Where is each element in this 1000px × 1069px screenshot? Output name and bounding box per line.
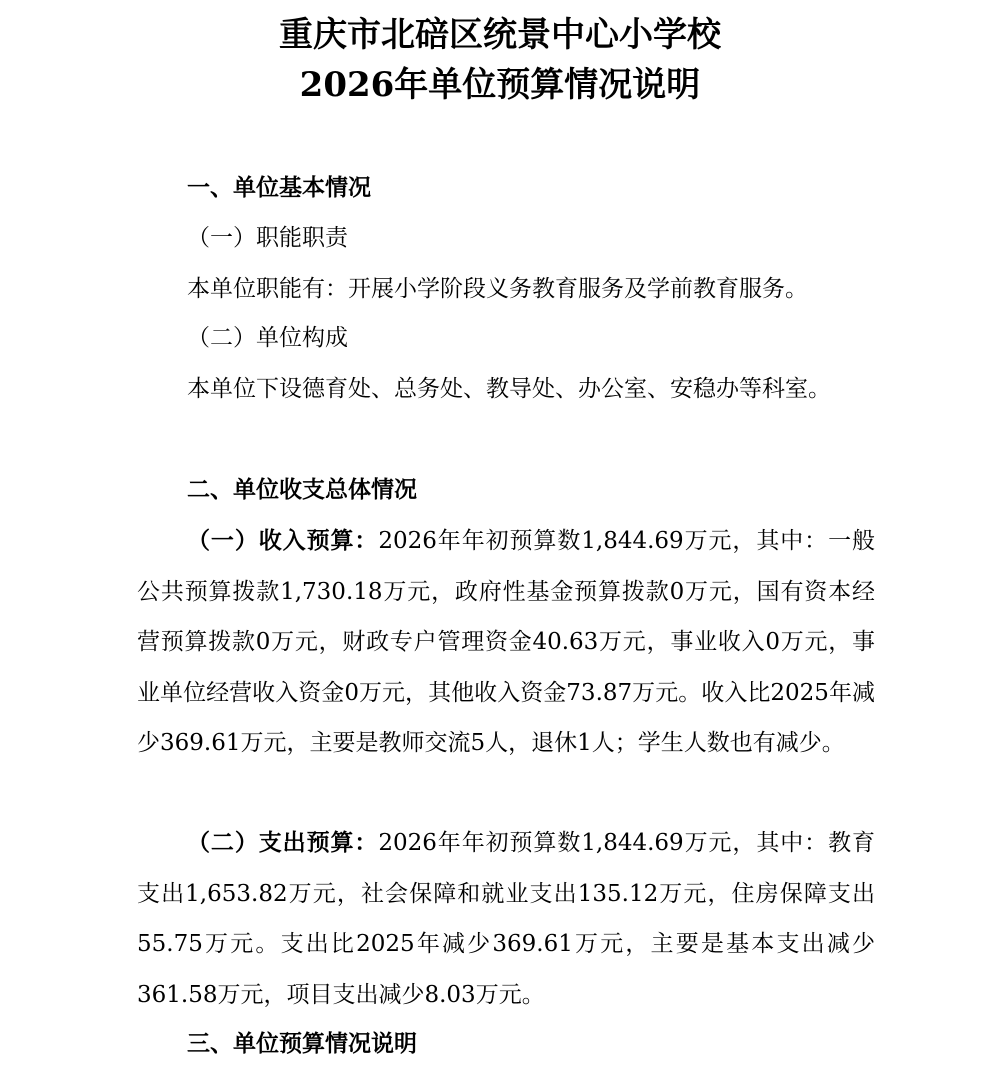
income-text: 2026年年初预算数1,844.69万元，其中：一般公共预算拨款1,730.18万元，政府性基金预算拨款0万元，国有资本经营预算拨款0万元，财政专户管理资金40.63万元，事业收入0万元，事业单位经营收入资金0万元，其他收入资金73.87万元。收入比2025年减少369.61万元，主要是教师交流5人，退休1人；学生人数也有减少。 <box>137 528 875 756</box>
expense-lead: （二）支出预算： <box>187 829 379 856</box>
section1-sub1-text: 本单位职能有：开展小学阶段义务教育服务及学前教育服务。 <box>187 276 808 302</box>
expense-text: 2026年年初预算数1,844.69万元，其中：教育支出1,653.82万元，社会保障和就业支出135.12万元，住房保障支出55.75万元。支出比2025年减少369.61万元，主要是基本支出减少361.58万元，项目支出减少8.03万元。 <box>137 830 875 1008</box>
section2-expense-paragraph <box>137 818 875 1020</box>
section2-heading: 二、单位收支总体情况 <box>187 476 417 503</box>
section3-heading: 三、单位预算情况说明 <box>187 1030 417 1057</box>
section1-heading: 一、单位基本情况 <box>187 174 371 201</box>
section1-sub2-text: 本单位下设德育处、总务处、教导处、办公室、安稳办等科室。 <box>187 376 831 402</box>
document-title-line2: 2026年单位预算情况说明 <box>299 65 701 105</box>
section1-sub1-heading: （一）职能职责 <box>187 225 348 251</box>
document-title-line1: 重庆市北碚区统景中心小学校 <box>279 15 721 55</box>
section2-income-paragraph <box>137 516 875 769</box>
income-lead: （一）收入预算： <box>187 527 379 554</box>
section1-sub2-heading: （二）单位构成 <box>187 325 348 351</box>
